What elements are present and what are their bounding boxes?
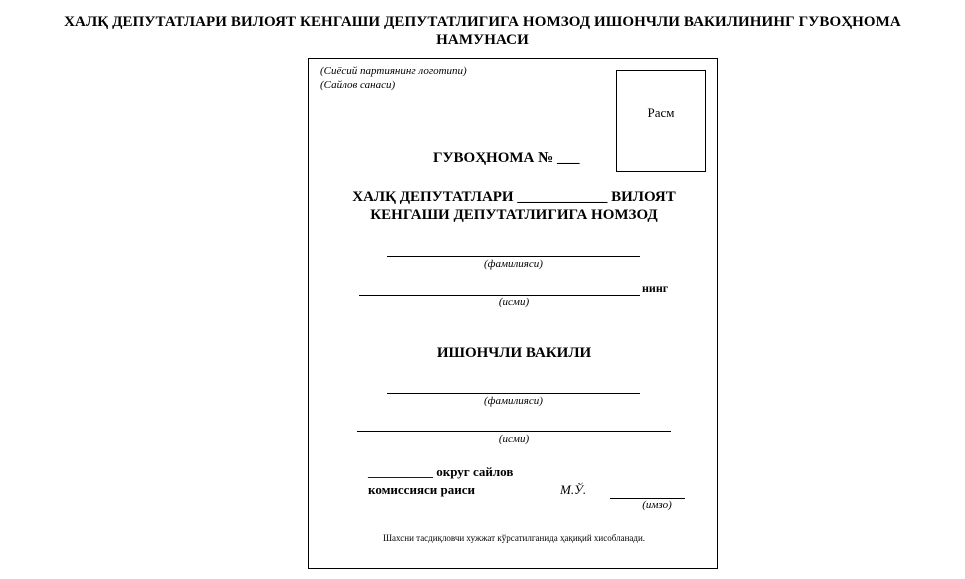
photo-label: Расм [647,105,675,120]
photo-placeholder [616,70,706,172]
footer-note: Шахсни тасдиқловчи хужжат кўрсатилганида ҳақиқий хисобланади. [382,533,646,543]
representative-surname-line [387,393,640,394]
candidate-name-caption: (исми) [498,296,530,308]
candidate-title [309,188,719,224]
region-blank: ____________ [517,189,608,205]
district-label: округ сайлов [436,464,514,479]
representative-heading: ИШОНЧЛИ ВАКИЛИ [436,345,592,361]
commission-chair-label: комиссияси раиси [368,482,475,497]
representative-name-caption: (исми) [498,433,530,445]
candidate-title-right: ВИЛОЯТ [611,189,676,205]
document-title-line-2: НАМУНАСИ [436,32,529,48]
candidate-title-line-2: КЕНГАШИ ДЕПУТАТЛИГИГА НОМЗОД [370,207,658,223]
certificate-card [308,58,718,569]
candidate-title-left: ХАЛҚ ДЕПУТАТЛАРИ [352,189,514,205]
district-commission-line [368,464,513,480]
candidate-surname-line [387,256,640,257]
seal-label: М.Ў. [560,482,587,497]
document-title [0,13,965,49]
candidate-title-line-1 [309,188,719,206]
candidate-name-suffix: нинг [642,281,669,295]
representative-surname-caption: (фамилияси) [484,395,543,407]
certificate-heading: ГУВОҲНОМА № ___ [433,150,580,166]
document-title-line-1: ХАЛҚ ДЕПУТАТЛАРИ ВИЛОЯТ КЕНГАШИ ДЕПУТАТЛИГИГА НОМЗОД ИШОНЧЛИ ВАКИЛИНИНГ ГУВОҲНОМА [64,14,901,30]
district-blank: __________ [368,464,433,479]
election-date-note: (Сайлов санаси) [320,79,396,91]
representative-name-line [357,431,671,432]
candidate-surname-caption: (фамилияси) [484,258,543,270]
signature-caption: (имзо) [642,499,672,511]
party-logo-note: (Сиёсий партиянинг логотипи) [320,65,467,77]
